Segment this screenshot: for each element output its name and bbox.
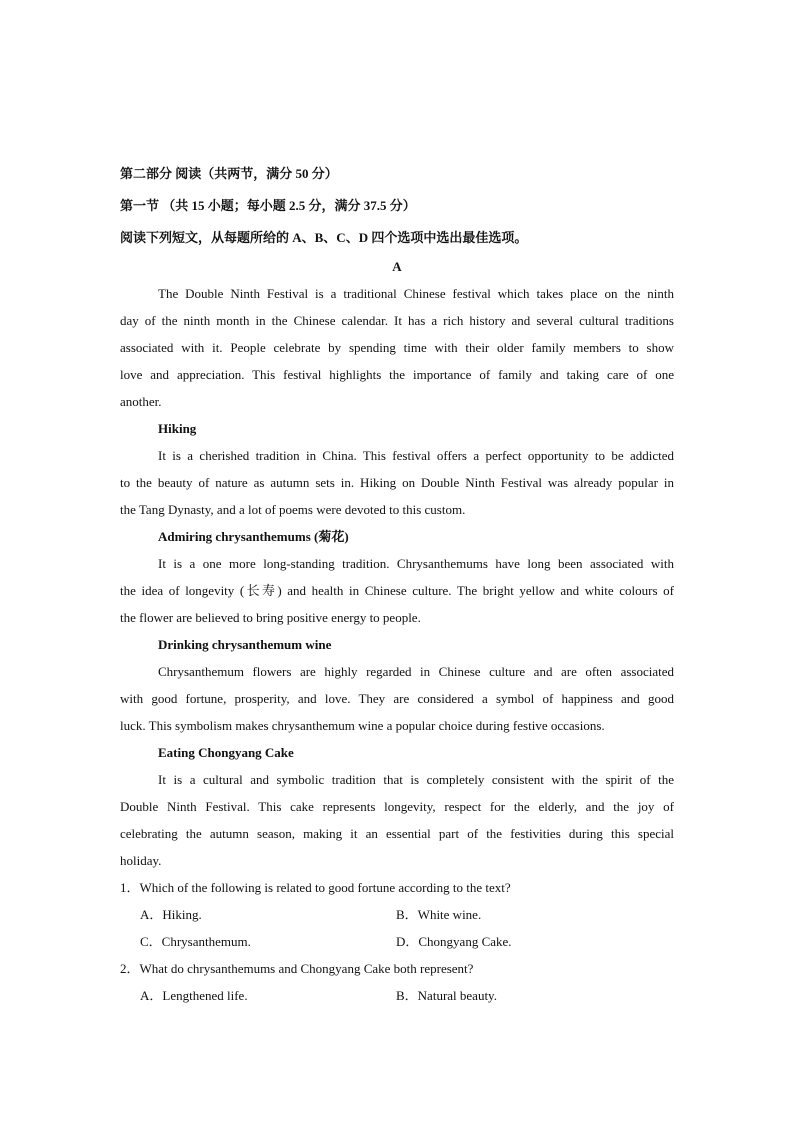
question-option[interactable]: B．White wine. [396, 907, 482, 922]
intro-line: The Double Ninth Festival is a traditional Chinese festival which takes place on the ninth [158, 286, 674, 301]
section-line: It is a one more long-standing tradition. Chrysanthemums have long been associated with [158, 556, 674, 571]
intro-line: day of the ninth month in the Chinese calendar. It has a rich history and several cultural traditions [120, 313, 674, 328]
section-line: Double Ninth Festival. This cake represents longevity, respect for the elderly, and the joy of [120, 799, 674, 814]
section-line: the Tang Dynasty, and a lot of poems were devoted to this custom. [120, 502, 466, 517]
section-line: holiday. [120, 853, 162, 868]
section-line: the flower are believed to bring positive energy to people. [120, 610, 421, 625]
section-title: Drinking chrysanthemum wine [158, 637, 332, 652]
question-option[interactable]: A．Hiking. [140, 907, 202, 922]
instruction-text: 阅读下列短文，从每题所给的 A、B、C、D 四个选项中选出最佳选项。 [120, 230, 528, 245]
section-line: It is a cherished tradition in China. This festival offers a perfect opportunity to be addicted [158, 448, 674, 463]
passage-letter: A [392, 259, 402, 274]
section-line: the idea of longevity (长寿) and health in Chinese culture. The bright yellow and white colours of [120, 583, 674, 598]
section-line: It is a cultural and symbolic tradition that is completely consistent with the spirit of the [158, 772, 674, 787]
section-line: to the beauty of nature as autumn sets in. Hiking on Double Ninth Festival was already popular in [120, 475, 674, 490]
question-option[interactable]: C．Chrysanthemum. [140, 934, 251, 949]
section-title: Hiking [158, 421, 197, 436]
question-stem: 2．What do chrysanthemums and Chongyang Cake both represent? [120, 961, 474, 976]
question-stem: 1．Which of the following is related to good fortune according to the text? [120, 880, 511, 895]
question-option[interactable]: B．Natural beauty. [396, 988, 497, 1003]
part-heading: 第二部分 阅读（共两节，满分 50 分） [120, 166, 338, 181]
section-line: Chrysanthemum flowers are highly regarded in Chinese culture and are often associated [158, 664, 674, 679]
intro-line: associated with it. People celebrate by spending time with their older family members to show [120, 340, 674, 355]
intro-line: another. [120, 394, 162, 409]
section-line: luck. This symbolism makes chrysanthemum wine a popular choice during festive occasions. [120, 718, 605, 733]
section-heading: 第一节 （共 15 小题；每小题 2.5 分，满分 37.5 分） [120, 198, 416, 213]
question-option[interactable]: A．Lengthened life. [140, 988, 248, 1003]
section-line: celebrating the autumn season, making it an essential part of the festivities during this special [120, 826, 674, 841]
question-option[interactable]: D．Chongyang Cake. [396, 934, 512, 949]
section-line: with good fortune, prosperity, and love. They are considered a symbol of happiness and good [120, 691, 674, 706]
section-title: Admiring chrysanthemums (菊花) [158, 529, 349, 544]
section-title: Eating Chongyang Cake [158, 745, 294, 760]
intro-line: love and appreciation. This festival highlights the importance of family and taking care of one [120, 367, 674, 382]
